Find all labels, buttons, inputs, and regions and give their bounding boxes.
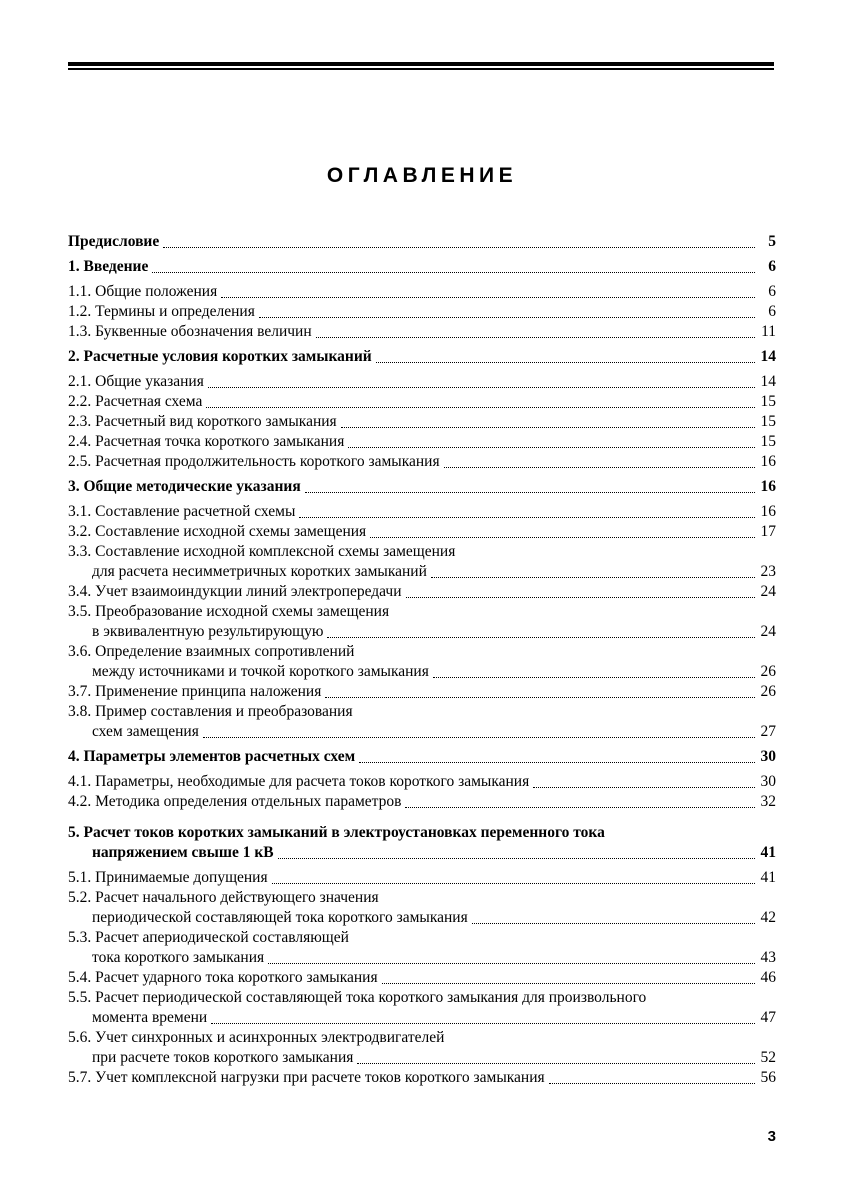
toc-leader-dots — [259, 316, 755, 318]
toc-entry-label: 4.1. Параметры, необходимые для расчета токов короткого замыкания — [68, 773, 530, 790]
toc-entry-label: схем замещения — [92, 723, 199, 740]
toc-entry[interactable] — [68, 702, 776, 722]
toc-leader-dots — [549, 1082, 755, 1084]
toc-entry-label: 5.6. Учет синхронных и асинхронных электродвигателей — [68, 1029, 445, 1046]
toc-entry-label: 5.3. Расчет апериодической составляющей — [68, 929, 349, 946]
toc-spacer — [68, 812, 776, 823]
toc-entry-label: Предисловие — [68, 233, 160, 250]
toc-entry-page: 30 — [760, 773, 776, 790]
toc-leader-dots — [348, 446, 755, 448]
toc-entry-label: 4. Параметры элементов расчетных схем — [68, 748, 356, 765]
toc-entry-label: 1. Введение — [68, 258, 149, 275]
toc-entry-page: 23 — [760, 563, 776, 580]
toc-entry-label: 3.4. Учет взаимоиндукции линий электропередачи — [68, 583, 402, 600]
toc-leader-dots — [305, 491, 755, 493]
toc-entry[interactable] — [68, 792, 776, 812]
toc-entry-label: 5.4. Расчет ударного тока короткого замыкания — [68, 969, 378, 986]
toc-entry-page: 6 — [768, 303, 776, 320]
toc-leader-dots — [211, 1022, 755, 1024]
toc-entry-page: 15 — [760, 433, 776, 450]
toc-leader-dots — [431, 576, 755, 578]
toc-leader-dots — [444, 466, 755, 468]
toc-entry-label: 3.7. Применение принципа наложения — [68, 683, 322, 700]
toc-entry-page: 15 — [760, 393, 776, 410]
toc-entry-page: 16 — [760, 478, 776, 495]
page-number: 3 — [767, 1128, 776, 1145]
toc-entry[interactable] — [68, 968, 776, 988]
toc-entry-page: 17 — [760, 523, 776, 540]
toc-entry-label: периодической составляющей тока короткого замыкания — [92, 909, 468, 926]
toc-entry-label: 2.3. Расчетный вид короткого замыкания — [68, 413, 337, 430]
toc-entry[interactable] — [68, 622, 776, 642]
toc-leader-dots — [406, 596, 755, 598]
toc-entry-label: 3. Общие методические указания — [68, 478, 301, 495]
toc-leader-dots — [152, 271, 755, 273]
toc-entry[interactable] — [68, 582, 776, 602]
toc-leader-dots — [272, 882, 755, 884]
toc-entry[interactable] — [68, 662, 776, 682]
toc-leader-dots — [341, 426, 755, 428]
toc-entry-page: 11 — [761, 323, 776, 340]
toc-entry-label: 3.6. Определение взаимных сопротивлений — [68, 643, 355, 660]
toc-leader-dots — [382, 982, 755, 984]
toc-entry[interactable] — [68, 602, 776, 622]
toc-entry-label: 2.2. Расчетная схема — [68, 393, 203, 410]
toc-entry-page: 16 — [760, 453, 776, 470]
toc-entry[interactable] — [68, 477, 776, 497]
toc-entry-page: 6 — [768, 283, 776, 300]
toc-entry-label: 3.3. Составление исходной комплексной схемы замещения — [68, 543, 456, 560]
toc-entry[interactable] — [68, 257, 776, 277]
toc-entry-page: 26 — [760, 683, 776, 700]
toc-entry[interactable] — [68, 392, 776, 412]
toc-leader-dots — [357, 1062, 755, 1064]
toc-leader-dots — [405, 806, 755, 808]
toc-entry[interactable] — [68, 772, 776, 792]
toc-entry-label: 3.2. Составление исходной схемы замещения — [68, 523, 367, 540]
toc-leader-dots — [299, 516, 755, 518]
header-rule-thin — [68, 68, 774, 70]
header-rule — [68, 62, 774, 70]
toc-entry[interactable] — [68, 747, 776, 767]
toc-entry[interactable] — [68, 682, 776, 702]
toc-entry-page: 14 — [760, 348, 776, 365]
toc-entry[interactable] — [68, 888, 776, 908]
toc-entry-label: 5.1. Принимаемые допущения — [68, 869, 268, 886]
toc-leader-dots — [208, 386, 755, 388]
toc-entry-label: тока короткого замыкания — [92, 949, 265, 966]
toc-entry-label: 2.1. Общие указания — [68, 373, 204, 390]
toc-entry[interactable] — [68, 372, 776, 392]
toc-entry[interactable] — [68, 868, 776, 888]
toc-entry-label: между источниками и точкой короткого замыкания — [92, 663, 429, 680]
toc-entry-page: 6 — [768, 258, 776, 275]
toc-entry[interactable] — [68, 452, 776, 472]
toc-entry-label: 5.7. Учет комплексной нагрузки при расчете токов короткого замыкания — [68, 1069, 545, 1086]
toc-entry-page: 52 — [760, 1049, 776, 1066]
toc-entry-label: 3.8. Пример составления и преобразования — [68, 703, 353, 720]
toc-entry[interactable] — [68, 1068, 776, 1088]
toc-leader-dots — [359, 761, 755, 763]
toc-leader-dots — [327, 636, 755, 638]
toc-leader-dots — [163, 246, 755, 248]
toc-entry-page: 30 — [760, 748, 776, 765]
toc-entry-page: 24 — [760, 583, 776, 600]
toc-entry-label: 1.2. Термины и определения — [68, 303, 255, 320]
toc-leader-dots — [472, 922, 755, 924]
toc-entry[interactable] — [68, 1048, 776, 1068]
toc-entry-label: 1.1. Общие положения — [68, 283, 218, 300]
toc-entry[interactable] — [68, 722, 776, 742]
toc-entry-page: 32 — [760, 793, 776, 810]
toc-entry-page: 47 — [760, 1009, 776, 1026]
toc-leader-dots — [376, 361, 755, 363]
toc-entry[interactable] — [68, 928, 776, 948]
toc-entry[interactable] — [68, 642, 776, 662]
toc-entry-page: 41 — [760, 869, 776, 886]
toc-entry[interactable] — [68, 522, 776, 542]
toc-entry-page: 43 — [760, 949, 776, 966]
toc-entry-label: 2.4. Расчетная точка короткого замыкания — [68, 433, 345, 450]
toc-entry[interactable] — [68, 347, 776, 367]
toc-entry-label: напряжением свыше 1 кВ — [92, 844, 274, 861]
toc-entry[interactable] — [68, 432, 776, 452]
toc-entry[interactable] — [68, 282, 776, 302]
toc-entry-label: 2.5. Расчетная продолжительность короткого замыкания — [68, 453, 440, 470]
toc-leader-dots — [221, 296, 755, 298]
toc-entry[interactable] — [68, 1028, 776, 1048]
toc-entry[interactable] — [68, 1008, 776, 1028]
toc-leader-dots — [533, 786, 755, 788]
toc-leader-dots — [433, 676, 755, 678]
toc-entry-page: 42 — [760, 909, 776, 926]
toc-entry-page: 26 — [760, 663, 776, 680]
toc-leader-dots — [206, 406, 755, 408]
toc-entry[interactable] — [68, 948, 776, 968]
toc-entry[interactable] — [68, 908, 776, 928]
toc-entry-page: 24 — [760, 623, 776, 640]
toc-entry-page: 5 — [768, 233, 776, 250]
toc-entry-label: момента времени — [92, 1009, 208, 1026]
toc-entry-page: 16 — [760, 503, 776, 520]
toc-leader-dots — [268, 962, 755, 964]
toc-entry[interactable] — [68, 843, 776, 863]
toc-entry[interactable] — [68, 232, 776, 252]
toc-leader-dots — [316, 336, 755, 338]
toc-entry[interactable] — [68, 542, 776, 562]
toc-entry-page: 27 — [760, 723, 776, 740]
table-of-contents — [68, 232, 776, 1088]
toc-entry[interactable] — [68, 823, 776, 843]
toc-entry[interactable] — [68, 302, 776, 322]
toc-entry-label: 1.3. Буквенные обозначения величин — [68, 323, 312, 340]
toc-entry[interactable] — [68, 562, 776, 582]
toc-entry[interactable] — [68, 412, 776, 432]
toc-entry-label: 4.2. Методика определения отдельных параметров — [68, 793, 402, 810]
toc-entry-label: 3.1. Составление расчетной схемы — [68, 503, 296, 520]
toc-entry[interactable] — [68, 988, 776, 1008]
toc-entry-label: 5.2. Расчет начального действующего значения — [68, 889, 379, 906]
toc-entry[interactable] — [68, 322, 776, 342]
toc-leader-dots — [370, 536, 755, 538]
toc-entry-label: 5.5. Расчет периодической составляющей тока короткого замыкания для произвольного — [68, 989, 647, 1006]
toc-entry-page: 14 — [760, 373, 776, 390]
toc-entry-page: 15 — [760, 413, 776, 430]
toc-entry-label: 2. Расчетные условия коротких замыканий — [68, 348, 372, 365]
toc-entry-label: 5. Расчет токов коротких замыканий в электроустановках переменного тока — [68, 824, 605, 841]
toc-entry-page: 41 — [760, 844, 776, 861]
toc-entry-label: в эквивалентную результирующую — [92, 623, 324, 640]
toc-entry-page: 46 — [760, 969, 776, 986]
toc-entry-label: при расчете токов короткого замыкания — [92, 1049, 354, 1066]
toc-entry-page: 56 — [760, 1069, 776, 1086]
toc-entry[interactable] — [68, 502, 776, 522]
toc-entry-label: для расчета несимметричных коротких замыканий — [92, 563, 427, 580]
toc-leader-dots — [325, 696, 755, 698]
toc-leader-dots — [278, 857, 755, 859]
toc-entry-label: 3.5. Преобразование исходной схемы замещения — [68, 603, 390, 620]
page-title: ОГЛАВЛЕНИЕ — [326, 164, 518, 187]
toc-leader-dots — [203, 736, 755, 738]
